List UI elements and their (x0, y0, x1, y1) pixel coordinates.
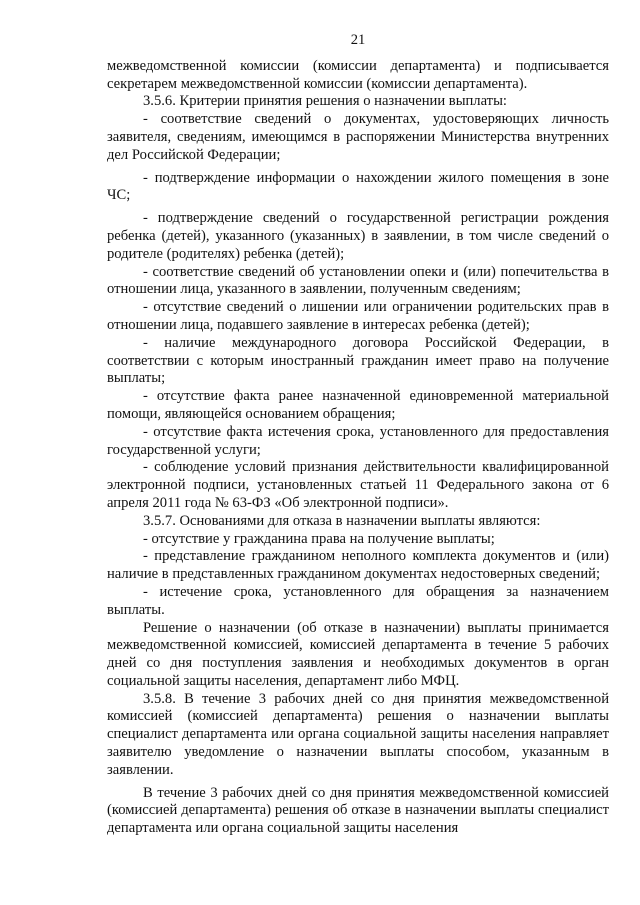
refusal-no-right: - отсутствие у гражданина права на получение выплаты; (143, 530, 495, 547)
paragraph-3-5-6-heading: 3.5.6. Критерии принятия решения о назначении выплаты: (143, 93, 507, 110)
refusal-incomplete-documents: - представление гражданином неполного комплекта документов и (или) наличие в представленных гражданином документах недостоверных сведений; (107, 548, 609, 583)
paragraph-commission-signing: межведомственной комиссии (комиссии департамента) и подписывается секретарем межведомственной комиссии (комиссии департамента). (107, 57, 609, 92)
criterion-guardianship: - соответствие сведений об установлении опеки и (или) попечительства в отношении лица, указанного в заявлении, полученным сведениям; (107, 263, 609, 298)
page-number: 21 (350, 32, 366, 48)
criterion-emergency-zone: - подтверждение информации о нахождении жилого помещения в зоне ЧС; (107, 169, 609, 204)
criterion-documents-match: - соответствие сведений о документах, удостоверяющих личность заявителя, сведениям, имеющимся в распоряжении Министерства внутренних дел Российской Федерации; (107, 111, 609, 163)
criterion-electronic-signature: - соблюдение условий признания действительности квалифицированной электронной подписи, установленных статьей 11 Федерального закона от 6 апреля 2011 года № 63-ФЗ «Об электронной подписи». (107, 459, 609, 511)
paragraph-refusal-notification: В течение 3 рабочих дней со дня принятия межведомственной комиссией (комиссией департамента) решения об отказе в назначении выплаты специалист департамента или органа социальной защиты населения (107, 784, 609, 837)
criterion-deadline: - отсутствие факта истечения срока, установленного для предоставления государственной услуги; (107, 423, 609, 458)
paragraph-decision-timing: Решение о назначении (об отказе в назначении) выплаты принимается межведомственной комиссией, комиссией департамента в течение 5 рабочих дней со дня поступления заявления и необходимых документов в орган социальной защиты населения, департамент либо МФЦ. (107, 619, 609, 689)
paragraph-3-5-8: 3.5.8. В течение 3 рабочих дней со дня принятия межведомственной комиссией (комиссией департамента) решения о назначении выплаты специалист департамента или органа социальной защиты населения направляет заявителю уведомление о назначении выплаты способом, указанным в заявлении. (107, 690, 609, 778)
criterion-birth-registration: - подтверждение сведений о государственной регистрации рождения ребенка (детей), указанного (указанных) в заявлении, в том числе сведений о родителе (родителях) ребенка (детей); (107, 210, 609, 262)
refusal-deadline-expired: - истечение срока, установленного для обращения за назначением выплаты. (107, 583, 609, 618)
criterion-no-prior-aid: - отсутствие факта ранее назначенной единовременной материальной помощи, являющейся основанием обращения; (107, 388, 609, 422)
document-page (107, 32, 609, 838)
paragraph-3-5-7-heading: 3.5.7. Основаниями для отказа в назначении выплаты являются: (143, 512, 541, 529)
criterion-parental-rights: - отсутствие сведений о лишении или ограничении родительских прав в отношении лица, подавшего заявление в интересах ребенка (детей); (107, 299, 609, 333)
criterion-international-treaty: - наличие международного договора Российской Федерации, в соответствии с которым иностранный гражданин имеет право на получение выплаты; (107, 334, 609, 387)
